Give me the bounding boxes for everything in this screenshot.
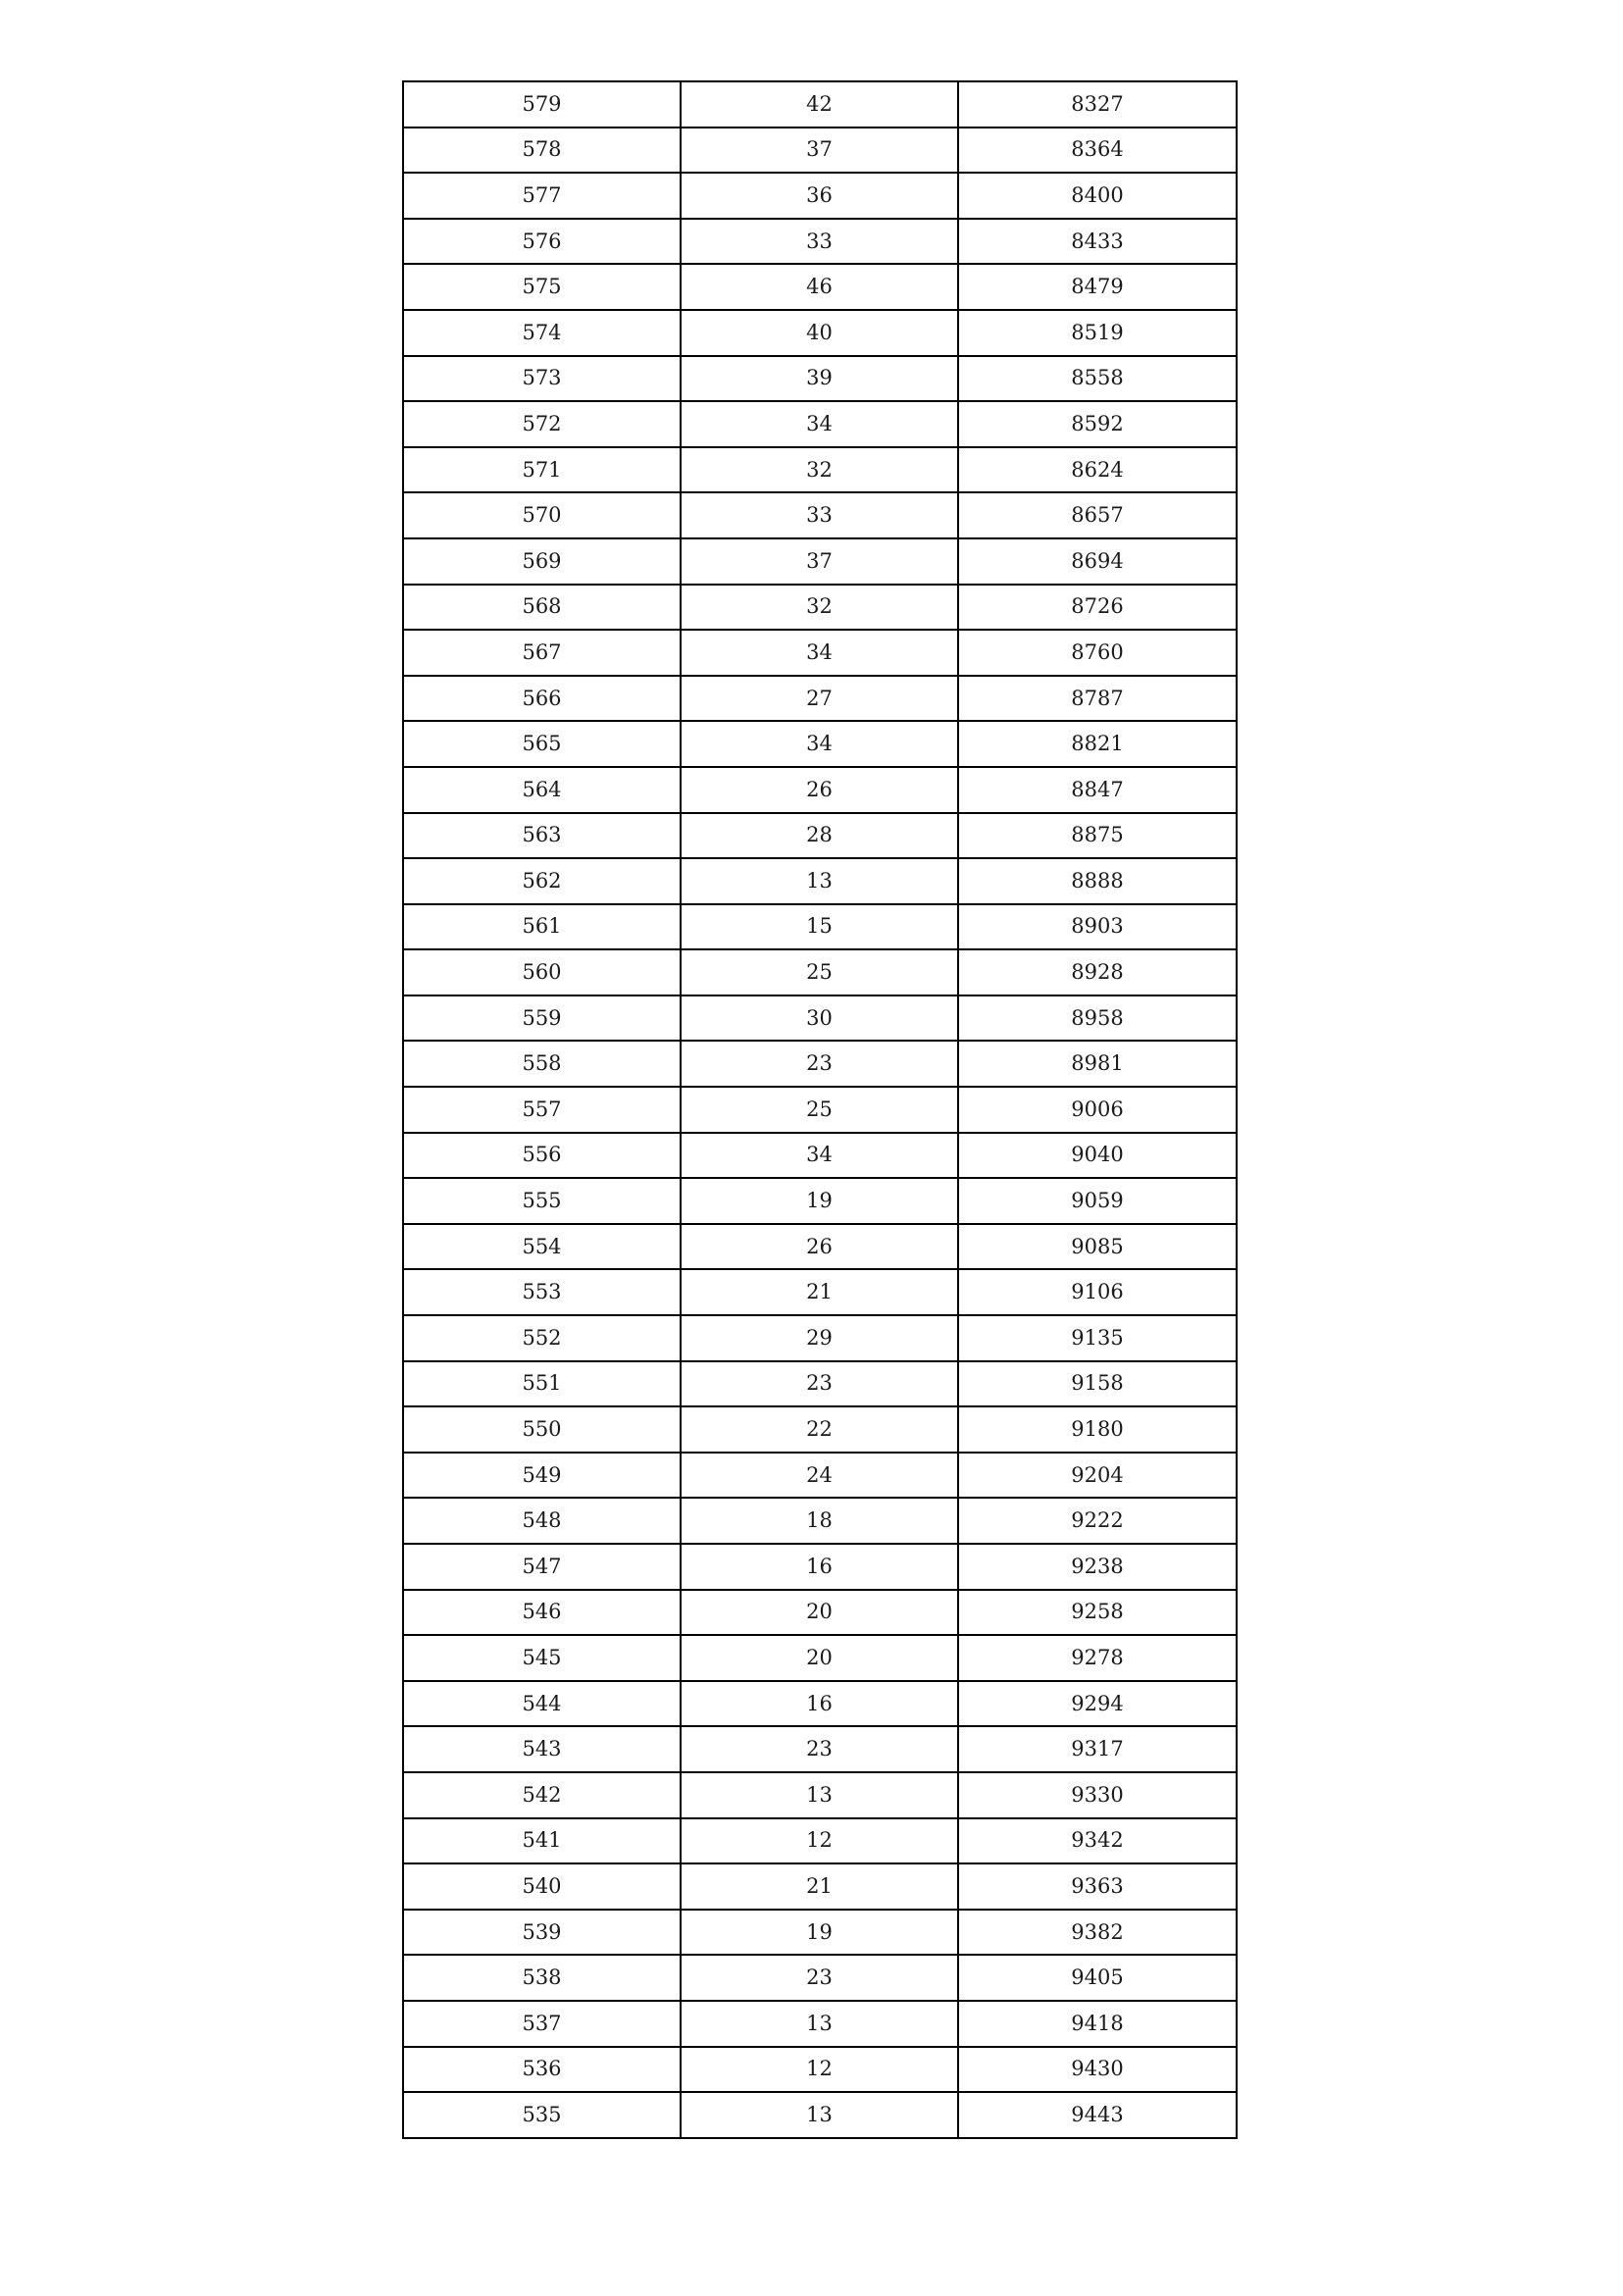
count-cell: 39 [681, 356, 958, 402]
cumulative-cell: 8624 [958, 447, 1237, 493]
score-cell: 556 [403, 1133, 681, 1179]
score-cell: 539 [403, 1910, 681, 1956]
count-cell: 13 [681, 1772, 958, 1818]
cumulative-cell: 9222 [958, 1498, 1237, 1544]
cumulative-cell: 8479 [958, 264, 1237, 310]
table-row [403, 1772, 1237, 1818]
cumulative-cell: 9238 [958, 1544, 1237, 1590]
table-row [403, 1590, 1237, 1636]
count-cell: 15 [681, 904, 958, 950]
cumulative-cell: 8327 [958, 81, 1237, 128]
table-row [403, 2092, 1237, 2138]
cumulative-cell: 8433 [958, 219, 1237, 265]
count-cell: 29 [681, 1315, 958, 1361]
cumulative-cell: 9059 [958, 1178, 1237, 1224]
count-cell: 27 [681, 676, 958, 722]
table-row [403, 1406, 1237, 1453]
table-row [403, 401, 1237, 447]
cumulative-cell: 9258 [958, 1590, 1237, 1636]
count-cell: 26 [681, 1224, 958, 1270]
count-cell: 21 [681, 1863, 958, 1910]
table-row [403, 1635, 1237, 1681]
count-cell: 22 [681, 1406, 958, 1453]
score-cell: 575 [403, 264, 681, 310]
count-cell: 23 [681, 1955, 958, 2001]
score-cell: 557 [403, 1087, 681, 1133]
table-row [403, 492, 1237, 538]
table-row [403, 219, 1237, 265]
cumulative-cell: 8847 [958, 767, 1237, 813]
score-distribution-table [402, 80, 1238, 2139]
table-row [403, 1818, 1237, 1864]
count-cell: 12 [681, 1818, 958, 1864]
table-row [403, 1498, 1237, 1544]
score-cell: 546 [403, 1590, 681, 1636]
table-row [403, 264, 1237, 310]
score-cell: 576 [403, 219, 681, 265]
table-row [403, 630, 1237, 676]
count-cell: 13 [681, 2001, 958, 2047]
score-cell: 542 [403, 1772, 681, 1818]
score-cell: 550 [403, 1406, 681, 1453]
score-cell: 558 [403, 1041, 681, 1087]
count-cell: 19 [681, 1910, 958, 1956]
count-cell: 40 [681, 310, 958, 356]
cumulative-cell: 8981 [958, 1041, 1237, 1087]
score-cell: 552 [403, 1315, 681, 1361]
table-row [403, 1224, 1237, 1270]
table-row [403, 1910, 1237, 1956]
table-row [403, 1726, 1237, 1772]
table-row [403, 1681, 1237, 1727]
count-cell: 33 [681, 492, 958, 538]
score-cell: 577 [403, 173, 681, 219]
cumulative-cell: 9278 [958, 1635, 1237, 1681]
table-body [403, 81, 1237, 2138]
count-cell: 34 [681, 401, 958, 447]
score-cell: 547 [403, 1544, 681, 1590]
cumulative-cell: 8694 [958, 538, 1237, 585]
score-cell: 545 [403, 1635, 681, 1681]
count-cell: 25 [681, 1087, 958, 1133]
count-cell: 21 [681, 1269, 958, 1315]
table-row [403, 1133, 1237, 1179]
score-cell: 538 [403, 1955, 681, 2001]
score-cell: 569 [403, 538, 681, 585]
score-cell: 566 [403, 676, 681, 722]
count-cell: 19 [681, 1178, 958, 1224]
table-row [403, 721, 1237, 767]
score-cell: 568 [403, 585, 681, 631]
cumulative-cell: 9135 [958, 1315, 1237, 1361]
table-row [403, 2001, 1237, 2047]
score-cell: 579 [403, 81, 681, 128]
table-row [403, 81, 1237, 128]
table-row [403, 447, 1237, 493]
cumulative-cell: 8760 [958, 630, 1237, 676]
table-row [403, 858, 1237, 904]
cumulative-cell: 9405 [958, 1955, 1237, 2001]
count-cell: 26 [681, 767, 958, 813]
cumulative-cell: 9294 [958, 1681, 1237, 1727]
score-cell: 544 [403, 1681, 681, 1727]
score-cell: 562 [403, 858, 681, 904]
count-cell: 46 [681, 264, 958, 310]
score-cell: 553 [403, 1269, 681, 1315]
cumulative-cell: 8821 [958, 721, 1237, 767]
table-row [403, 538, 1237, 585]
cumulative-cell: 8592 [958, 401, 1237, 447]
cumulative-cell: 8558 [958, 356, 1237, 402]
cumulative-cell: 9085 [958, 1224, 1237, 1270]
count-cell: 32 [681, 585, 958, 631]
count-cell: 32 [681, 447, 958, 493]
count-cell: 37 [681, 538, 958, 585]
table-row [403, 1955, 1237, 2001]
score-cell: 564 [403, 767, 681, 813]
score-cell: 555 [403, 1178, 681, 1224]
cumulative-cell: 9158 [958, 1361, 1237, 1407]
cumulative-cell: 8888 [958, 858, 1237, 904]
score-cell: 554 [403, 1224, 681, 1270]
count-cell: 23 [681, 1361, 958, 1407]
score-cell: 535 [403, 2092, 681, 2138]
table-row [403, 1315, 1237, 1361]
cumulative-cell: 8726 [958, 585, 1237, 631]
table-row [403, 1361, 1237, 1407]
table-row [403, 1087, 1237, 1133]
count-cell: 28 [681, 813, 958, 859]
count-cell: 36 [681, 173, 958, 219]
score-cell: 573 [403, 356, 681, 402]
cumulative-cell: 9006 [958, 1087, 1237, 1133]
cumulative-cell: 9363 [958, 1863, 1237, 1910]
count-cell: 37 [681, 128, 958, 174]
cumulative-cell: 9418 [958, 2001, 1237, 2047]
cumulative-cell: 9382 [958, 1910, 1237, 1956]
table-row [403, 2047, 1237, 2093]
count-cell: 34 [681, 1133, 958, 1179]
table-row [403, 1544, 1237, 1590]
score-cell: 543 [403, 1726, 681, 1772]
table-row [403, 1269, 1237, 1315]
count-cell: 23 [681, 1726, 958, 1772]
score-cell: 559 [403, 995, 681, 1042]
cumulative-cell: 9106 [958, 1269, 1237, 1315]
count-cell: 16 [681, 1681, 958, 1727]
cumulative-cell: 8364 [958, 128, 1237, 174]
table-row [403, 904, 1237, 950]
count-cell: 24 [681, 1453, 958, 1499]
cumulative-cell: 9317 [958, 1726, 1237, 1772]
score-cell: 548 [403, 1498, 681, 1544]
score-cell: 549 [403, 1453, 681, 1499]
count-cell: 20 [681, 1590, 958, 1636]
cumulative-cell: 8875 [958, 813, 1237, 859]
table-row [403, 356, 1237, 402]
table-row [403, 1453, 1237, 1499]
table-row [403, 128, 1237, 174]
score-cell: 578 [403, 128, 681, 174]
count-cell: 12 [681, 2047, 958, 2093]
table-row [403, 1178, 1237, 1224]
count-cell: 16 [681, 1544, 958, 1590]
table-row [403, 585, 1237, 631]
cumulative-cell: 8928 [958, 949, 1237, 995]
table-row [403, 949, 1237, 995]
table-row [403, 310, 1237, 356]
table-row [403, 813, 1237, 859]
cumulative-cell: 9443 [958, 2092, 1237, 2138]
score-cell: 551 [403, 1361, 681, 1407]
score-cell: 536 [403, 2047, 681, 2093]
table-row [403, 1041, 1237, 1087]
score-cell: 571 [403, 447, 681, 493]
count-cell: 33 [681, 219, 958, 265]
count-cell: 34 [681, 630, 958, 676]
table-row [403, 173, 1237, 219]
cumulative-cell: 8787 [958, 676, 1237, 722]
score-cell: 565 [403, 721, 681, 767]
count-cell: 13 [681, 2092, 958, 2138]
count-cell: 23 [681, 1041, 958, 1087]
cumulative-cell: 8519 [958, 310, 1237, 356]
table-row [403, 676, 1237, 722]
score-cell: 567 [403, 630, 681, 676]
count-cell: 34 [681, 721, 958, 767]
table-row [403, 767, 1237, 813]
count-cell: 30 [681, 995, 958, 1042]
cumulative-cell: 9430 [958, 2047, 1237, 2093]
cumulative-cell: 9040 [958, 1133, 1237, 1179]
cumulative-cell: 8657 [958, 492, 1237, 538]
score-cell: 541 [403, 1818, 681, 1864]
score-cell: 563 [403, 813, 681, 859]
cumulative-cell: 8400 [958, 173, 1237, 219]
table-row [403, 1863, 1237, 1910]
score-cell: 574 [403, 310, 681, 356]
cumulative-cell: 8903 [958, 904, 1237, 950]
score-cell: 540 [403, 1863, 681, 1910]
count-cell: 42 [681, 81, 958, 128]
count-cell: 18 [681, 1498, 958, 1544]
count-cell: 25 [681, 949, 958, 995]
table-row [403, 995, 1237, 1042]
count-cell: 20 [681, 1635, 958, 1681]
cumulative-cell: 8958 [958, 995, 1237, 1042]
count-cell: 13 [681, 858, 958, 904]
cumulative-cell: 9330 [958, 1772, 1237, 1818]
score-cell: 561 [403, 904, 681, 950]
score-cell: 560 [403, 949, 681, 995]
score-cell: 572 [403, 401, 681, 447]
score-cell: 570 [403, 492, 681, 538]
score-cell: 537 [403, 2001, 681, 2047]
cumulative-cell: 9204 [958, 1453, 1237, 1499]
cumulative-cell: 9180 [958, 1406, 1237, 1453]
cumulative-cell: 9342 [958, 1818, 1237, 1864]
